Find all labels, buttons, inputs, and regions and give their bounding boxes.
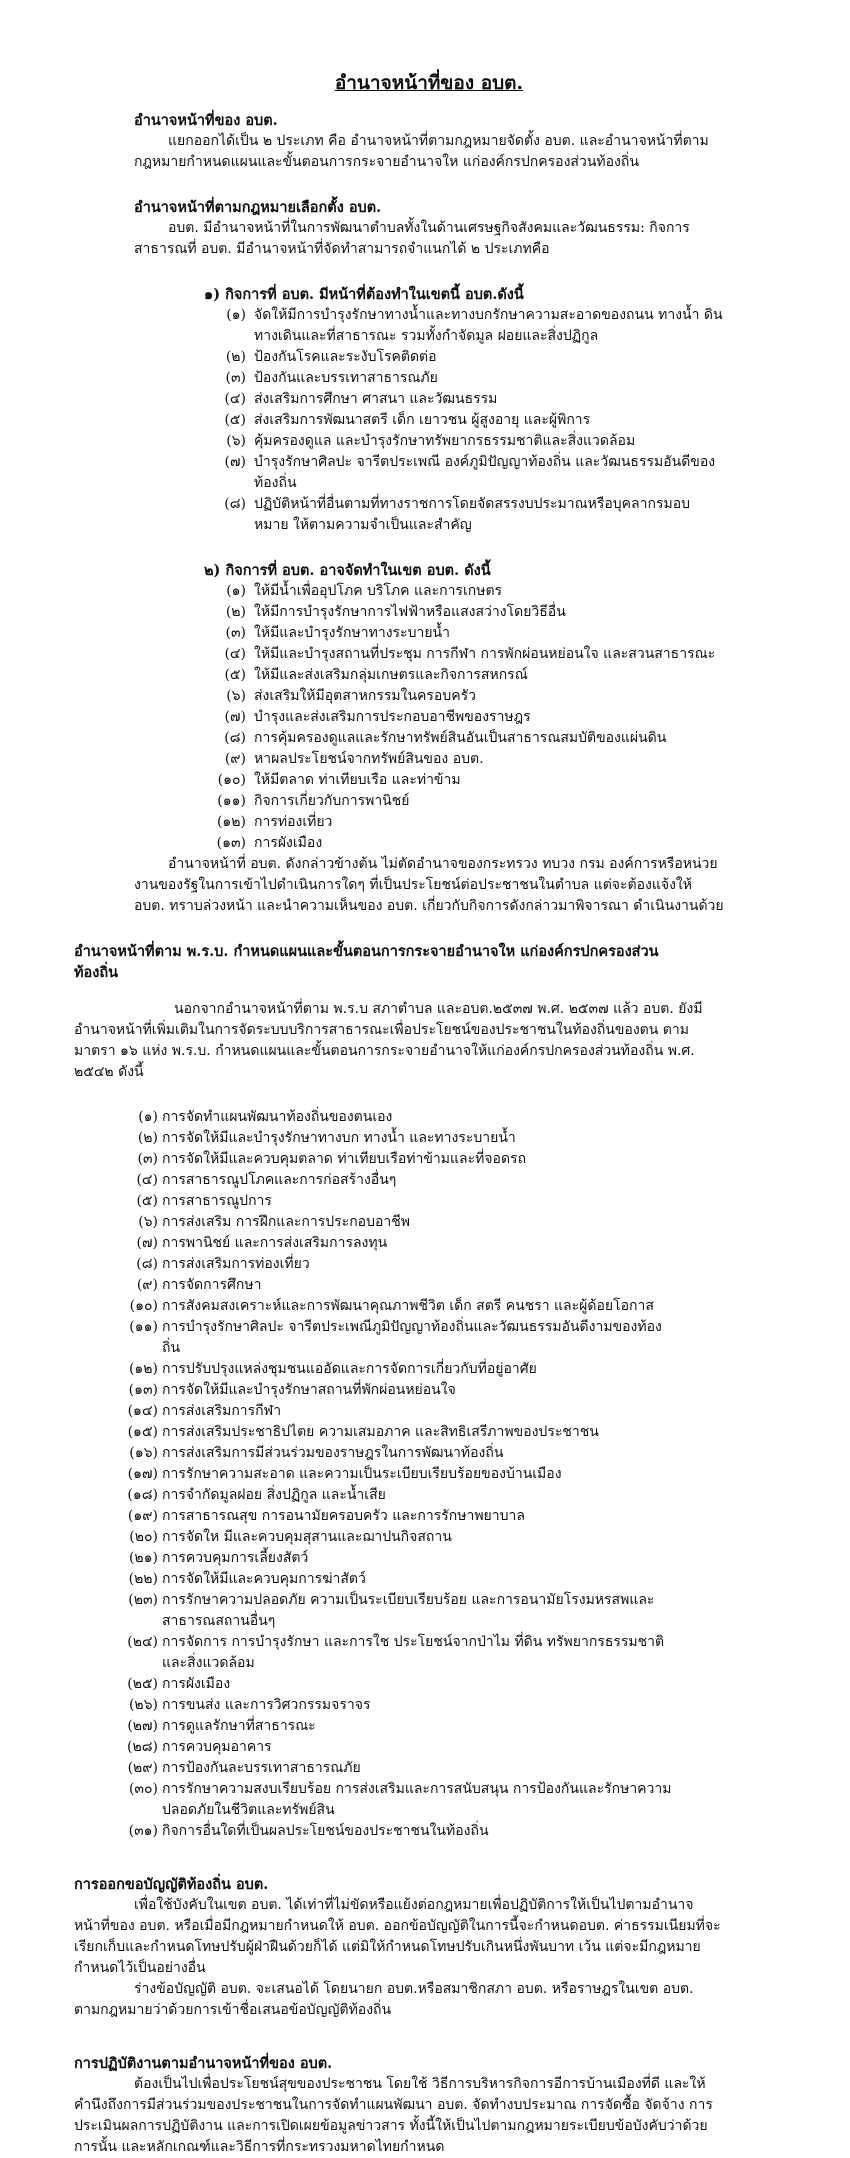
- list-item-number: (๓): [225, 370, 246, 386]
- list-item-number: (๓๐): [128, 1781, 158, 1797]
- list-item: [114, 1380, 674, 1401]
- list-item-number: (๘): [224, 496, 246, 512]
- list-item: [114, 1674, 674, 1695]
- list-item-text: การจัดให้มีและควบคุมตลาด ท่าเทียบเรือท่าข้ามและที่จอดรถ: [162, 1151, 527, 1167]
- list-item-text: ป้องกันและบรรเทาสาธารณภัย: [254, 370, 438, 386]
- list-item: [214, 347, 724, 368]
- mandatory-list: [134, 305, 724, 536]
- list-item: [214, 686, 724, 707]
- list-item-number: (๑๖): [129, 1445, 158, 1461]
- list-item-number: (๑๒): [128, 1361, 158, 1377]
- list-item: [114, 1212, 674, 1233]
- list-item-number: (๖): [226, 688, 246, 704]
- list-item: [214, 644, 724, 665]
- list-item: [114, 1464, 674, 1485]
- list-item: [114, 1485, 674, 1506]
- list-item-number: (๒๙): [127, 1760, 158, 1776]
- list-item-text: บำรุงรักษาศิลปะ จารีตประเพณี องค์ภูมิปัญญาท้องถิ่น และวัฒนธรรมอันดีของท้องถิ่น: [254, 454, 716, 491]
- list-item: [114, 1779, 674, 1821]
- list-item-text: การจัดให้มีและบำรุงรักษาสถานที่พักผ่อนหย่อนใจ: [162, 1382, 456, 1398]
- document-page: [74, 70, 724, 2158]
- list-item: [214, 707, 724, 728]
- list-item: [114, 1401, 674, 1422]
- list-item: [114, 1359, 674, 1380]
- section-heading: อำนาจหน้าที่ตาม พ.ร.บ. กำหนดแผนและขั้นตอนการกระจายอำนาจให แก่องค์กรปกครองส่วนท้องถิ่น: [74, 943, 659, 981]
- list-item-text: การควบคุมอาคาร: [162, 1739, 272, 1755]
- section-heading: การออกขอบัญญัติท้องถิ่น อบต.: [74, 1876, 269, 1893]
- list-item-text: การคุ้มครองดูแลและรักษาทรัพย์สินอันเป็นสาธารณสมบัติของแผ่นดิน: [254, 730, 667, 746]
- list-item: [114, 1422, 674, 1443]
- list-item-number: (๒๘): [127, 1739, 158, 1755]
- list-item-number: (๑๐): [129, 1298, 158, 1314]
- list-item-number: (๒๒): [128, 1571, 158, 1587]
- list-item: [214, 452, 724, 494]
- list-item: [114, 1233, 674, 1254]
- section-heading: การปฏิบัติงานตามอำนาจหน้าที่ของ อบต.: [74, 2055, 333, 2072]
- list-item-number: (๒): [137, 1130, 158, 1146]
- list-item: [214, 305, 724, 347]
- section-decentralization: [74, 941, 724, 1842]
- list-item-number: (๗): [224, 454, 246, 470]
- section-practice: [74, 2053, 724, 2158]
- list-item-number: (๒๗): [127, 1718, 158, 1734]
- section-heading: อำนาจหน้าที่ของ อบต.: [134, 112, 278, 129]
- list-item-text: การส่งเสริมการมีส่วนร่วมของราษฎรในการพัฒนาท้องถิ่น: [162, 1445, 504, 1461]
- list-item-text: การดูแลรักษาที่สาธารณะ: [162, 1718, 316, 1734]
- list-item-number: (๑): [138, 1109, 158, 1125]
- list-item-number: (๑๒): [216, 814, 246, 830]
- list-item-text: ป้องกันโรคและระงับโรคติดต่อ: [254, 349, 437, 365]
- list-item: [214, 623, 724, 644]
- mandatory-duties: [134, 284, 724, 536]
- list-item-number: (๖): [226, 433, 246, 449]
- optional-duties: [134, 560, 724, 917]
- list-item: [114, 1590, 674, 1632]
- list-item-text: ส่งเสริมการพัฒนาสตรี เด็ก เยาวชน ผู้สูงอายุ และผู้พิการ: [254, 412, 591, 428]
- list-item-number: (๒๔): [127, 1634, 158, 1650]
- list-item-number: (๑๘): [127, 1487, 158, 1503]
- list-item-number: (๑๐): [217, 772, 246, 788]
- list-item-number: (๑๕): [127, 1424, 158, 1440]
- list-item: [214, 368, 724, 389]
- list-item-number: (๑): [226, 307, 246, 323]
- list-item-number: (๙): [224, 751, 246, 767]
- list-item-number: (๖): [138, 1214, 158, 1230]
- list-item: [214, 389, 724, 410]
- list-item-number: (๑๓): [216, 835, 246, 851]
- list-item: [214, 791, 724, 812]
- section-law: [134, 197, 724, 260]
- list-item: [114, 1695, 674, 1716]
- page-title: อำนาจหน้าที่ของ อบต.: [334, 72, 524, 94]
- list-item-number: (๕): [224, 412, 246, 428]
- list-item-text: ให้มีและบำรุงรักษาทางระบายน้ำ: [254, 625, 450, 641]
- section-body: เพื่อใช้บังคับในเขต อบต. ได้เท่าที่ไม่ขัดหรือแย้งต่อกฎหมายเพื่อปฏิบัติการให้เป็นไปตามอำนาจหน้าที่ของ อบต. หรือเมื่อมีกฎหมายกำหนดให้ อบต. ออกข้อบัญญัติในการนี้จะกำหนดอบต. ค่าธรรมเนียมที่จะเรียกเก็บและกำหนดโทษปรับผู้ฝ่าฝืนด้วยก็ได้ แต่มิให้กำหนดโทษปรับเกินหนึ่งพันบาท เว้น แต่จะมีกฎหมายกำหนดไว้เป็นอย่างอื่น: [74, 1897, 721, 1976]
- list-item-text: ให้มีและบำรุงสถานที่ประชุม การกีฬา การพักผ่อนหย่อนใจ และสวนสาธารณะ: [254, 646, 716, 662]
- list-item-text: การผังเมือง: [162, 1676, 231, 1692]
- list-item: [114, 1149, 674, 1170]
- decentralization-list: [74, 1107, 674, 1842]
- list-item: [114, 1506, 674, 1527]
- list-item-number: (๒๓): [128, 1592, 158, 1608]
- list-item-number: (๑): [226, 583, 246, 599]
- list-item-text: การจำกัดมูลฝอย สิ่งปฏิกูล และน้ำเสีย: [162, 1487, 386, 1503]
- list-item-number: (๑๔): [127, 1403, 158, 1419]
- list-item-text: การควบคุมการเลี้ยงสัตว์: [162, 1550, 309, 1566]
- list-item-number: (๑๑): [129, 1319, 158, 1335]
- list-item: [114, 1527, 674, 1548]
- list-item-text: การรักษาความสงบเรียบร้อย การส่งเสริมและการสนับสนุน การป้องกันและรักษาความปลอดภัยในชีวิตและทรัพย์สิน: [162, 1781, 672, 1818]
- list-item-number: (๒๐): [129, 1529, 158, 1545]
- section-heading: อำนาจหน้าที่ตามกฎหมายเลือกตั้ง อบต.: [134, 199, 382, 216]
- list-item: [114, 1737, 674, 1758]
- list-item: [214, 581, 724, 602]
- list-item-text: ให้มีการบำรุงรักษาการไฟฟ้าหรือแสงสว่างโดยวิธีอื่น: [254, 604, 566, 620]
- section-body: นอกจากอำนาจหน้าที่ตาม พ.ร.บ สภาตำบล และอบต.๒๕๓๗ พ.ศ. ๒๕๓๗ แล้ว อบต. ยังมีอำนาจหน้าที่เพิ่มเติมในการจัดระบบบริการสาธารณะเพื่อประโยชน์ของประชาชนในท้องถิ่นของตน ตาม มาตรา ๑๖ แห่ง พ.ร.บ. กำหนดแผนและขั้นตอนการกระจายอำนาจให้แก่องค์กรปกครองส่วนท้องถิ่น พ.ศ. ๒๕๔๒ ดังนี้: [74, 1001, 703, 1080]
- list-item: [214, 431, 724, 452]
- list-item-text: การรักษาความสะอาด และความเป็นระเบียบเรียบร้อยของบ้านเมือง: [162, 1466, 562, 1482]
- list-heading: ๑) กิจการที่ อบต. มีหน้าที่ต้องทำในเขตนี้ อบต.ดังนี้: [204, 286, 524, 303]
- list-item: [114, 1821, 674, 1842]
- list-item-number: (๗): [136, 1235, 158, 1251]
- list-item: [114, 1548, 674, 1569]
- list-item-text: การพานิชย์ และการส่งเสริมการลงทุน: [162, 1235, 388, 1251]
- list-item-number: (๓): [137, 1151, 158, 1167]
- list-item-text: การปรับปรุงแหล่งชุมชนแออัดและการจัดการเกี่ยวกับที่อยู่อาศัย: [162, 1361, 537, 1377]
- list-item: [214, 833, 724, 854]
- list-item-text: การป้องกันละบรรเทาสาธารณภัย: [162, 1760, 361, 1776]
- list-item-number: (๑๙): [127, 1508, 158, 1524]
- list-item-number: (๑๗): [127, 1466, 158, 1482]
- list-item-number: (๒): [225, 349, 246, 365]
- list-item-number: (๔): [224, 391, 246, 407]
- list-item-text: ให้มีน้ำเพื่ออุปโภค บริโภค และการเกษตร: [254, 583, 503, 599]
- list-item-text: การจัดการ การบำรุงรักษา และการใช ประโยชน์จากป่าไม ที่ดิน ทรัพยากรธรรมชาติ และสิ่งแวดล้อม: [162, 1634, 665, 1671]
- optional-list: [134, 581, 724, 854]
- list-item-text: การสังคมสงเคราะห์และการพัฒนาคุณภาพชีวิต เด็ก สตรี คนชรา และผู้ด้อยโอกาส: [162, 1298, 654, 1314]
- list-item: [114, 1128, 674, 1149]
- list-item-number: (๑๓): [128, 1382, 158, 1398]
- list-item-text: การจัดให้มีและควบคุมการฆ่าสัตว์: [162, 1571, 366, 1587]
- list-item: [214, 410, 724, 431]
- list-item-text: การส่งเสริม การฝึกและการประกอบอาชีพ: [162, 1214, 410, 1230]
- list-item-text: คุ้มครองดูแล และบำรุงรักษาทรัพยากรธรรมชาติและสิ่งแวดล้อม: [254, 433, 636, 449]
- list-item-text: การส่งเสริมการท่องเที่ยว: [162, 1256, 310, 1272]
- list-item-number: (๑๑): [217, 793, 246, 809]
- list-item: [114, 1170, 674, 1191]
- section-body: อบต. มีอำนาจหน้าที่ในการพัฒนาตำบลทั้งในด้านเศรษฐกิจสังคมและวัฒนธรรม: กิจการสาธารณที่ อบต. มีอำนาจหน้าที่จัดทำสามารถจำแนกได้ ๒ ประเภทคือ: [134, 220, 690, 257]
- list-item-text: การผังเมือง: [254, 835, 323, 851]
- list-item-number: (๒๑): [128, 1550, 158, 1566]
- list-item-text: การขนส่ง และการวิศวกรรมจราจร: [162, 1697, 371, 1713]
- list-item-number: (๒๕): [127, 1676, 158, 1692]
- list-item-text: การส่งเสริมการกีฬา: [162, 1403, 282, 1419]
- list-item: [214, 494, 724, 536]
- list-heading: ๒) กิจการที่ อบต. อาจจัดทำในเขต อบต. ดังนี้: [204, 562, 491, 579]
- list-item: [114, 1569, 674, 1590]
- list-item-text: ส่งเสริมให้มีอุตสาหกรรมในครอบครัว: [254, 688, 476, 704]
- list-item-text: ให้มีและส่งเสริมกลุ่มเกษตรและกิจการสหกรณ์: [254, 667, 528, 683]
- list-item: [114, 1716, 674, 1737]
- list-item-number: (๘): [136, 1256, 158, 1272]
- list-item-text: ส่งเสริมการศึกษา ศาสนา และวัฒนธรรม: [254, 391, 498, 407]
- list-item-text: การรักษาความปลอดภัย ความเป็นระเบียบเรียบร้อย และการอนามัยโรงมหรสพและสาธารณสถานอื่นๆ: [162, 1592, 655, 1629]
- list-item: [114, 1443, 674, 1464]
- list-item: [114, 1296, 674, 1317]
- list-item-text: การจัดให มีและควบคุมสุสานและฌาปนกิจสถาน: [162, 1529, 452, 1545]
- list-item-number: (๔): [136, 1172, 158, 1188]
- section-body: อำนาจหน้าที่ อบต. ดังกล่าวข้างต้น ไม่ตัดอำนาจของกระทรวง ทบวง กรม องค์การหรือหน่วยงานของรัฐในการเข้าไปดำเนินการใดๆ ที่เป็นประโยชน์ต่อประชาชนในตำบล แต่จะต้องแจ้งให้ อบต. ทราบล่วงหน้า และนำความเห็นของ อบต. เกี่ยวกับกิจการดังกล่าวมาพิจารณา ดำเนินงานด้วย: [134, 856, 724, 914]
- list-item-number: (๕): [136, 1193, 158, 1209]
- list-item-text: การส่งเสริมประชาธิปไตย ความเสมอภาค และสิทธิเสรีภาพของประชาชน: [162, 1424, 599, 1440]
- list-item-number: (๕): [224, 667, 246, 683]
- section-body: แยกออกได้เป็น ๒ ประเภท คือ อำนาจหน้าที่ตามกฎหมายจัดตั้ง อบต. และอำนาจหน้าที่ตามกฎหมายกำหนดแผนและขั้นตอนการกระจายอำนาจให แก่องค์กรปกครองส่วนท้องถิ่น: [134, 133, 709, 170]
- list-item: [214, 665, 724, 686]
- list-item: [214, 602, 724, 623]
- section-body: ต้องเป็นไปเพื่อประโยชน์สุขของประชาชน โดยใช้ วิธีการบริหารกิจการอีการบ้านเมืองที่ดี และให้คำนึงถึงการมีส่วนร่วมของประชาชนในการจัดทำแผนพัฒนา อบต. จัดทำงบประมาณ การจัดซื้อ จัดจ้าง การประเมินผลการปฏิบัติงาน และการเปิดเผยข้อมูลข่าวสาร ทั้งนี้ให้เป็นไปตามกฎหมายระเบียบข้อบังคับว่าด้วยการนั้น และหลักเกณฑ์และวิธีการที่กระทรวงมหาดไทยกำหนด: [74, 2076, 713, 2155]
- list-item-text: กิจการเกี่ยวกับการพานิชย์: [254, 793, 410, 809]
- list-item-text: ให้มีตลาด ท่าเทียบเรือ และท่าข้าม: [254, 772, 461, 788]
- list-item: [214, 749, 724, 770]
- list-item-text: การบำรุงรักษาศิลปะ จารีตประเพณีภูมิปัญญาท้องถิ่นและวัฒนธรรมอันดีงามของท้องถิ่น: [162, 1319, 662, 1356]
- list-item-number: (๙): [136, 1277, 158, 1293]
- list-item-number: (๘): [224, 730, 246, 746]
- list-item: [214, 728, 724, 749]
- section-bylaw: [74, 1874, 724, 2021]
- list-item-text: บำรุงและส่งเสริมการประกอบอาชีพของราษฎร: [254, 709, 531, 725]
- list-item: [114, 1191, 674, 1212]
- list-item: [114, 1758, 674, 1779]
- section-duty: [134, 110, 724, 173]
- list-item-number: (๓๑): [128, 1823, 158, 1839]
- list-item-number: (๒): [225, 604, 246, 620]
- list-item: [114, 1317, 674, 1359]
- list-item: [214, 812, 724, 833]
- list-item-number: (๔): [224, 646, 246, 662]
- list-item: [114, 1254, 674, 1275]
- list-item-text: ปฏิบัติหน้าที่อื่นตามที่ทางราชการโดยจัดสรรงบประมาณหรือบุคลากรมอบหมาย ให้ตามความจำเป็นและสำคัญ: [254, 496, 690, 533]
- section-body: ร่างข้อบัญญัติ อบต. จะเสนอได้ โดยนายก อบต.หรือสมาชิกสภา อบต. หรือราษฎรในเขต อบต. ตามกฎหมายว่าด้วยการเข้าชื่อเสนอข้อบัญญัติท้องถิ่น: [74, 1981, 694, 2018]
- list-item-text: จัดให้มีการบำรุงรักษาทางน้ำและทางบกรักษาความสะอาดของถนน ทางน้ำ ดินทางเดินและที่สาธารณะ รวมทั้งกำจัดมูล ฝอยและสิ่งปฏิกูล: [254, 307, 723, 344]
- list-item: [214, 770, 724, 791]
- list-item-text: หาผลประโยชน์จากทรัพย์สินของ อบต.: [254, 751, 484, 767]
- list-item-text: กิจการอื่นใดที่เป็นผลประโยชน์ของประชาชนในท้องถิ่น: [162, 1823, 489, 1839]
- list-item-number: (๒๖): [128, 1697, 158, 1713]
- list-item-text: การจัดการศึกษา: [162, 1277, 262, 1293]
- list-item: [114, 1632, 674, 1674]
- list-item-text: การจัดให้มีและบำรุงรักษาทางบก ทางน้ำ และทางระบายน้ำ: [162, 1130, 516, 1146]
- list-item-text: การสาธารณูปการ: [162, 1193, 272, 1209]
- list-item-text: การจัดทำแผนพัฒนาท้องถิ่นของตนเอง: [162, 1109, 393, 1125]
- list-item-text: การสาธารณสุข การอนามัยครอบครัว และการรักษาพยาบาล: [162, 1508, 525, 1524]
- list-item: [114, 1275, 674, 1296]
- list-item-number: (๓): [225, 625, 246, 641]
- list-item-text: การสาธารณูปโภคและการก่อสร้างอื่นๆ: [162, 1172, 397, 1188]
- list-item-text: การท่องเที่ยว: [254, 814, 333, 830]
- list-item-number: (๗): [224, 709, 246, 725]
- list-item: [114, 1107, 674, 1128]
